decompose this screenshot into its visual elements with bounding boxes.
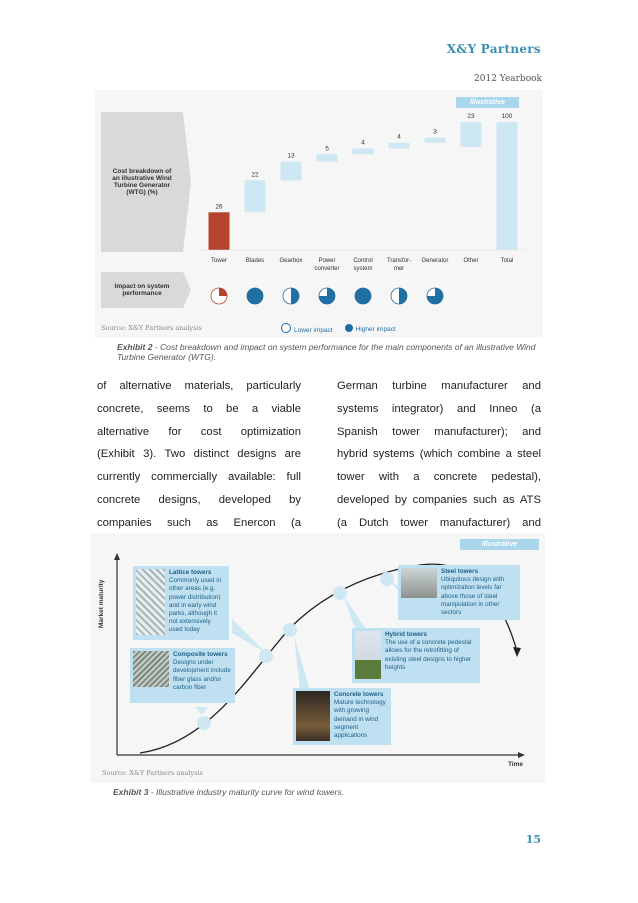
yearbook-label: 2012 Yearbook [474,74,542,84]
data-label: 5 [325,145,329,153]
bar-gearbox [281,162,302,181]
text-line: developed by companies such as ATS [337,493,541,506]
legend-lower: Lower impact [281,323,333,334]
x-axis-arrow [518,752,525,758]
text-line: hybrid systems (which combine a steel [337,448,541,461]
maturity-dot-hybrid [333,586,347,600]
category-label: Other [463,258,479,264]
category-label: Generator [421,258,449,264]
bar-tower [209,212,230,250]
concrete-tower-image [296,691,330,741]
data-label: 100 [501,113,513,120]
category-label: Total [500,258,514,264]
composite-pointer [195,707,208,715]
data-label: 23 [467,113,475,120]
category-label: Control [353,258,373,264]
maturity-dot-steel [380,572,394,586]
callout-steel-towers: Steel towers Ubiquitous design with optimization levels far above those of steel manipulation in other sectors [398,565,520,620]
higher-impact-icon [345,324,353,332]
impact-fill [399,288,407,304]
lower-impact-icon [281,323,291,333]
text-line: German turbine manufacturer and [337,380,541,392]
composite-tower-image [133,651,169,687]
bar-power-converter [317,154,338,161]
text-line: Spanish tower manufacturer); and [337,425,541,438]
cost-breakdown-label: Cost breakdown of an illustrative Wind Turbine Generator (WTG) (%) [101,112,183,252]
bar-total [497,122,518,250]
lattice-pointer [232,619,266,653]
text-line: companies such as Enercon (a [97,516,301,529]
curve-arrow [513,647,521,657]
text-line: systems integrator) and Inneo (a [337,402,541,415]
maturity-dot-lattice [259,649,273,663]
text-line: currently commercially available: full [97,471,301,484]
category-label: Tower [210,258,228,264]
data-label: 22 [251,171,259,179]
illustrative-badge: Illustrative [456,97,519,108]
data-label: 13 [287,152,295,160]
exhibit-3-source: Source: X&Y Partners analysis [102,769,203,777]
y-axis-arrow [114,553,120,560]
impact-fill [247,288,263,304]
callout-concrete-towers: Concrete towers Mature technology with growing demand in wind segment applications [293,688,391,745]
bar-transfor-mer [389,143,410,149]
bar-other [461,122,482,147]
body-column-right [337,375,541,535]
impact-fill [219,288,227,296]
callout-hybrid-towers: Hybrid towers The use of a concrete pedestal allows for the retrofitting of existing steel designs to higher heights [352,628,480,683]
text-line: alternative for cost optimization [97,425,301,438]
category-label: converter [314,266,340,272]
bar-blades [245,180,266,212]
y-axis-label: Market maturity [98,579,105,628]
impact-legend [281,323,396,334]
callout-composite-towers: Composite towers Designs under development include fiber glass and/or carbon fiber [130,648,235,703]
hybrid-pointer [344,597,366,629]
category-label: system [353,266,373,272]
callout-lattice-towers: Lattice towers Commonly used in other areas (e.g. power distribution) and in early wind parks, although it not extensively used today [133,566,229,640]
exhibit-3-caption: Exhibit 3 - Illustrative industry maturity curve for wind towers. [113,787,344,797]
exhibit-2-figure [95,90,543,338]
text-line: concrete, seems to be a viable [97,402,301,415]
exhibit-3-figure [90,533,545,783]
exhibit-2-caption: Exhibit 2 - Cost breakdown and impact on system performance for the main components of an illustrative Wind Turbine Generator (WTG). [117,342,536,362]
text-line: (a Dutch tower manufacturer) and [337,516,541,529]
category-label: Transfor- [386,258,412,264]
steel-tower-image [401,568,437,598]
brand-name: X&Y Partners [446,42,541,56]
bar-generator [425,138,446,143]
data-label: 26 [215,203,223,211]
category-label: Gearbox [279,258,303,264]
text-line: tower with a concrete pedestal), [337,471,541,484]
data-label: 3 [433,128,437,136]
hybrid-tower-image [355,631,381,679]
data-label: 4 [397,133,401,141]
body-column-left [97,375,301,535]
text-line: (Exhibit 3). Two distinct designs are [97,448,301,461]
maturity-dot-composite [197,716,211,730]
illustrative-badge: Illustrative [460,539,539,550]
impact-fill [291,288,299,304]
category-label: mer [393,266,405,272]
category-label: Power [318,258,336,264]
bar-control-system [353,149,374,155]
legend-higher: Higher impact [345,324,396,333]
exhibit-2-source: Source: X&Y Partners analysis [101,324,202,332]
text-line: concrete designs, developed by [97,493,301,506]
lattice-tower-image [136,569,165,635]
impact-fill [355,288,371,304]
x-axis-label: Time [507,761,523,768]
data-label: 4 [361,139,365,147]
text-line: of alternative materials, particularly [97,380,301,392]
impact-label: Impact on system performance [101,272,183,308]
page-number: 15 [525,833,541,846]
category-label: Blades [245,258,265,264]
concrete-pointer [294,635,310,691]
maturity-dot-concrete [283,623,297,637]
cost-waterfall-chart [95,90,543,338]
